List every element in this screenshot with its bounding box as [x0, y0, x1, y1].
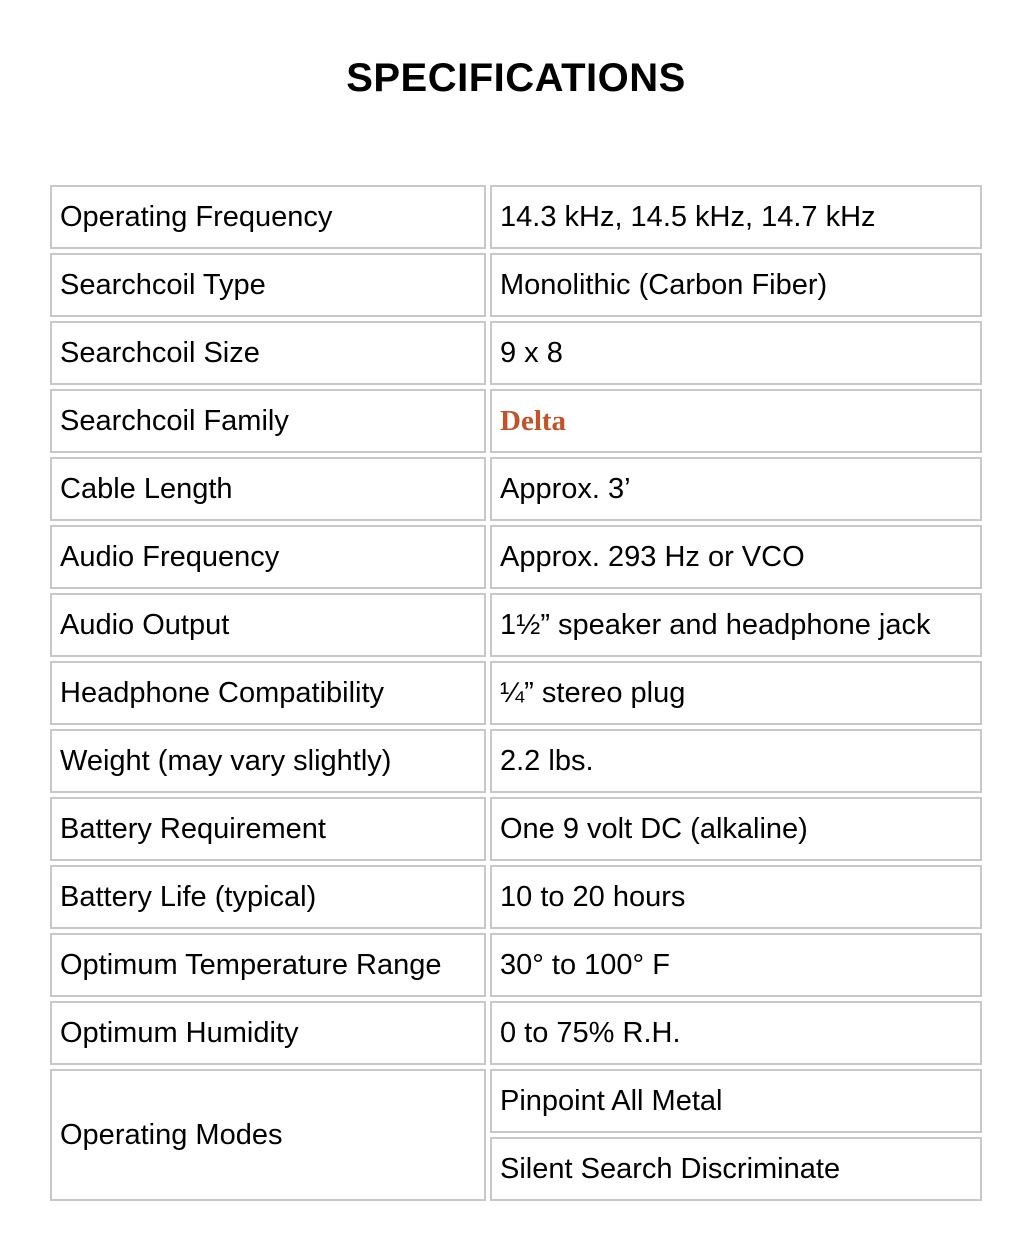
table-row	[50, 933, 982, 997]
table-row	[50, 729, 982, 793]
table-row	[50, 321, 982, 385]
spec-value: Monolithic (Carbon Fiber)	[490, 253, 982, 317]
searchcoil-family-link[interactable]: Delta	[500, 405, 567, 437]
table-row	[50, 661, 982, 725]
spec-label: Searchcoil Family	[50, 389, 486, 453]
spec-value: 9 x 8	[490, 321, 982, 385]
spec-label: Operating Modes	[50, 1069, 486, 1201]
spec-value: 10 to 20 hours	[490, 865, 982, 929]
spec-label: Weight (may vary slightly)	[50, 729, 486, 793]
spec-value: One 9 volt DC (alkaline)	[490, 797, 982, 861]
table-row	[50, 389, 982, 453]
spec-label: Searchcoil Type	[50, 253, 486, 317]
table-row	[50, 185, 982, 249]
spec-label: Audio Frequency	[50, 525, 486, 589]
spec-label: Optimum Temperature Range	[50, 933, 486, 997]
specifications-table	[46, 181, 986, 1205]
spec-value: Approx. 3’	[490, 457, 982, 521]
spec-label: Optimum Humidity	[50, 1001, 486, 1065]
spec-value: 0 to 75% R.H.	[490, 1001, 982, 1065]
table-row	[50, 865, 982, 929]
spec-label: Cable Length	[50, 457, 486, 521]
page-title: SPECIFICATIONS	[346, 56, 686, 100]
table-row	[50, 253, 982, 317]
spec-label: Battery Life (typical)	[50, 865, 486, 929]
spec-value: 1½” speaker and headphone jack	[490, 593, 982, 657]
spec-value: 30° to 100° F	[490, 933, 982, 997]
spec-value: Approx. 293 Hz or VCO	[490, 525, 982, 589]
spec-label: Headphone Compatibility	[50, 661, 486, 725]
spec-label: Audio Output	[50, 593, 486, 657]
table-row	[50, 797, 982, 861]
spec-value: 2.2 lbs.	[490, 729, 982, 793]
spec-value: Silent Search Discriminate	[490, 1137, 982, 1201]
spec-label: Operating Frequency	[50, 185, 486, 249]
table-row	[50, 525, 982, 589]
spec-label: Searchcoil Size	[50, 321, 486, 385]
spec-label: Battery Requirement	[50, 797, 486, 861]
spec-value: 14.3 kHz, 14.5 kHz, 14.7 kHz	[490, 185, 982, 249]
spec-value: ¼” stereo plug	[490, 661, 982, 725]
table-row	[50, 457, 982, 521]
table-row	[50, 1069, 982, 1133]
table-row	[50, 593, 982, 657]
table-row	[50, 1001, 982, 1065]
spec-value	[490, 389, 982, 453]
spec-value: Pinpoint All Metal	[490, 1069, 982, 1133]
